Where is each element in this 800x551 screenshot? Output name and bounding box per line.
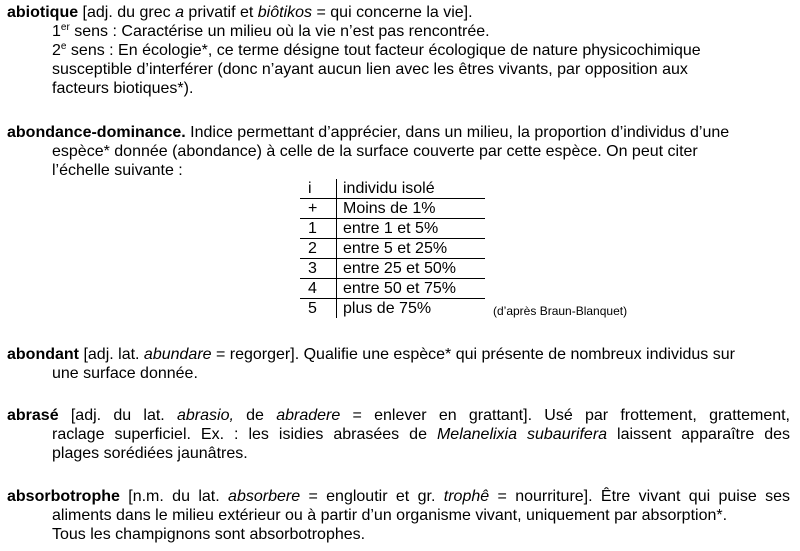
etymology-latin: abradere [276,407,341,424]
term-abiotique: abiotique [7,4,79,21]
etymology-text: de [233,407,277,424]
entry-abondant-headline [7,345,735,364]
scale-description: individu isolé [337,179,486,199]
etymology-greek: biôtikos [257,4,313,21]
scale-description: Moins de 1% [337,199,486,219]
term-abondant: abondant [7,346,79,363]
scale-row [300,279,485,299]
scale-code: 1 [300,219,337,239]
etymology-text: [adj. du grec [78,4,176,21]
scale-row [300,259,485,279]
etymology-greek: a [175,4,184,21]
etymology-text: privatif et [183,4,258,21]
scale-source: (d’après Braun-Blanquet) [493,304,628,318]
scale-code: + [300,199,337,219]
sense-text: sens : En écologie*, ce terme désigne tout facteur écologique de nature physicochimique [66,42,701,59]
etymology-greek: trophê [443,488,490,505]
abiotique-sense-2-line-2: susceptible d’interférer (donc n’ayant aucun lien avec les êtres vivants, par opposition aux [52,61,688,78]
scale-code: i [300,179,337,199]
abrase-line-3: plages sorédiées jaunâtres. [52,445,248,462]
scale-code: 2 [300,239,337,259]
scale-description: entre 25 et 50% [337,259,486,279]
etymology-text: [n.m. du lat. [119,488,229,505]
sense-superscript: er [60,22,70,33]
scale-code: 3 [300,259,337,279]
species-name: Melanelixia subaurifera [436,426,608,443]
sense-number: 1 [52,23,61,40]
definition-text: Indice permettant d’apprécier, dans un milieu, la proportion d’individus d’une [185,124,730,141]
absorbotrophe-line-2: aliments dans le milieu extérieur ou à partir d’un organisme vivant, uniquement par absorption*. [52,507,728,524]
definition-text: = nourriture]. Être vivant qui puise ses [489,488,791,505]
absorbotrophe-line-3: Tous les champignons sont absorbotrophes. [52,526,366,543]
scale-row [300,239,485,259]
abiotique-sense-1 [52,22,490,41]
scale-row [300,179,485,199]
abiotique-sense-2-line-3: facteurs biotiques*). [52,80,194,97]
etymology-text: = qui concerne la vie]. [312,4,473,21]
scale-description: entre 50 et 75% [337,279,486,299]
abondance-line-3: l’échelle suivante : [52,162,183,179]
entry-abiotique-headline [7,3,473,22]
term-abrase: abrasé [7,407,59,424]
term-absorbotrophe: absorbotrophe [7,488,120,505]
scale-description: entre 5 et 25% [337,239,486,259]
sense-text: sens : Caractérise un milieu où la vie n’est pas rencontrée. [69,23,490,40]
definition-text: = enlever en grattant]. Usé par frottement, grattement, [340,407,790,424]
abiotique-sense-2 [52,41,789,60]
entry-abondance-headline [7,123,729,142]
definition-text: laissent apparaître des [607,426,791,443]
scale-row [300,199,485,219]
entry-abrase-headline [7,406,790,425]
braun-blanquet-scale-table [300,179,485,318]
etymology-text: [adj. lat. [79,346,144,363]
etymology-latin: abundare [143,346,212,363]
scale-code: 4 [300,279,337,299]
abondance-line-2: espèce* donnée (abondance) à celle de la surface couverte par cette espèce. On peut citer [52,143,698,160]
scale-row [300,219,485,239]
etymology-text: = engloutir et gr. [300,488,444,505]
definition-text: raclage superficiel. Ex. : les isidies abrasées de [52,426,437,443]
scale-description: plus de 75% [343,300,432,317]
etymology-latin: absorbere [228,488,301,505]
scale-code: 5 [300,299,337,319]
abrase-line-2 [52,425,790,444]
entry-absorbotrophe-headline [7,487,790,506]
abondant-line-2: une surface donnée. [52,365,198,382]
term-abondance-dominance: abondance-dominance. [7,124,186,141]
sense-number: 2 [52,42,61,59]
definition-text: = regorger]. Qualifie une espèce* qui présente de nombreux individus sur [211,346,735,363]
etymology-latin: abrasio, [176,407,234,424]
sense-superscript: e [60,41,67,52]
etymology-text: [adj. du lat. [58,407,177,424]
scale-description: entre 1 et 5% [337,219,486,239]
scale-row [300,299,485,319]
